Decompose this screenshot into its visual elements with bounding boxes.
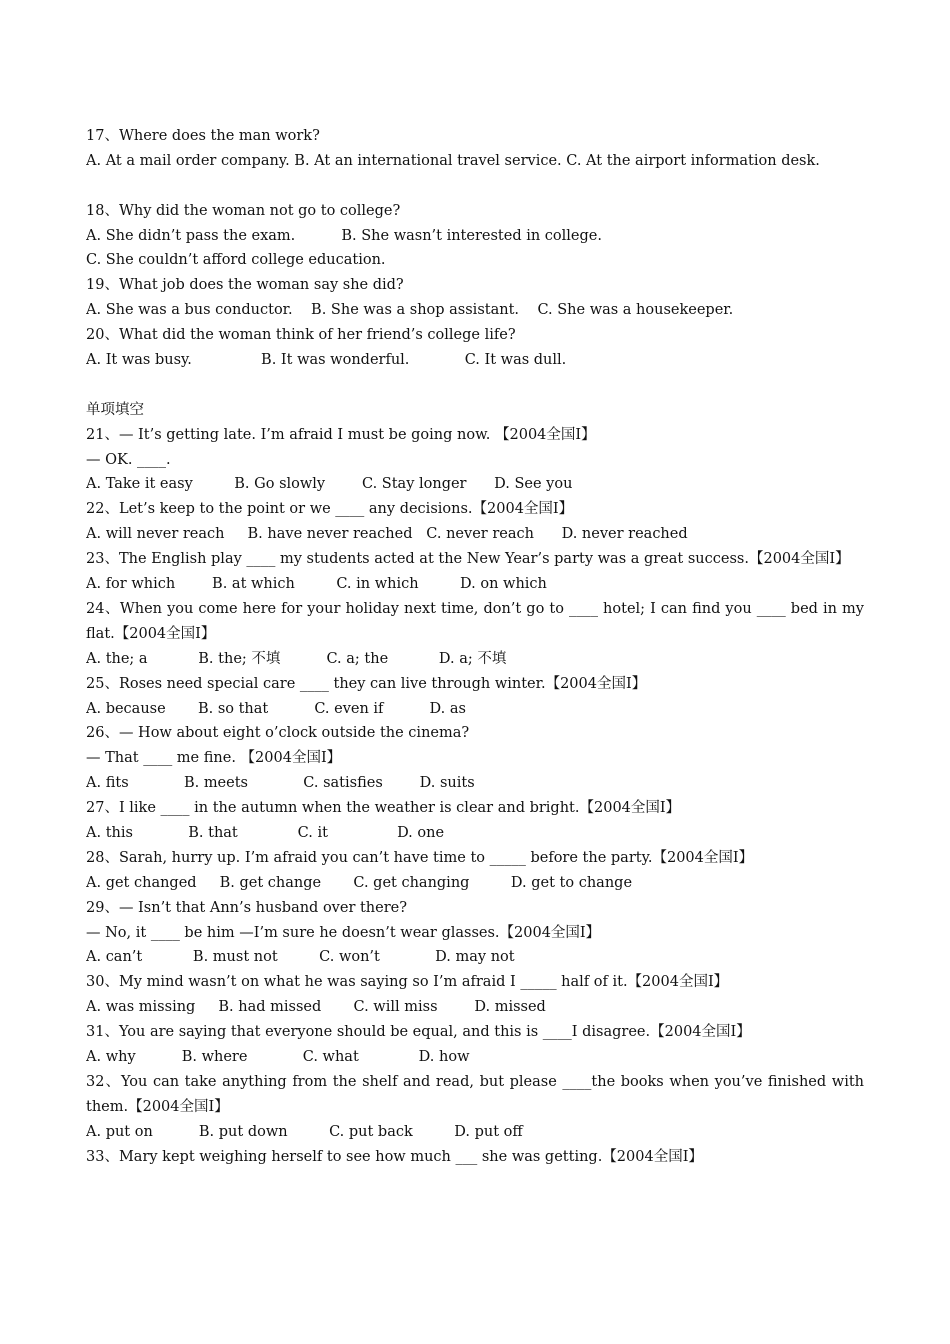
q24-text: 24、When you come here for your holiday next time, don’t go to ____ hotel; I can find you ____ bed in my flat.【2004全国I】 <box>86 600 864 642</box>
q26-text: 26、— How about eight o’clock outside the cinema? <box>86 725 470 742</box>
q26-options: A. fits B. meets C. satisfies D. suits <box>86 775 475 792</box>
q28-text: 28、Sarah, hurry up. I’m afraid you can’t have time to _____ before the party.【2004全国I】 <box>86 849 754 866</box>
q22-options: A. will never reach B. have never reached C. never reach D. never reached <box>86 526 688 543</box>
q30-options: A. was missing B. had missed C. will miss D. missed <box>86 999 546 1016</box>
spacer <box>86 174 864 199</box>
q25-text: 25、Roses need special care ____ they can live through winter.【2004全国I】 <box>86 675 647 692</box>
q18-options-ab: A. She didn’t pass the exam. B. She wasn’t interested in college. <box>86 227 602 244</box>
q19-text: 19、What job does the woman say she did? <box>86 277 404 294</box>
q21-options: A. Take it easy B. Go slowly C. Stay longer D. See you <box>86 476 573 493</box>
q17-options: A. At a mail order company. B. At an international travel service. C. At the airport information desk. <box>86 152 820 169</box>
q18-options-c: C. She couldn’t afford college education. <box>86 252 386 269</box>
q21-response: — OK. ____. <box>86 451 171 468</box>
section-heading: 单项填空 <box>86 401 144 418</box>
q28-options: A. get changed B. get change C. get changing D. get to change <box>86 874 633 891</box>
q27-text: 27、I like ____ in the autumn when the weather is clear and bright.【2004全国I】 <box>86 800 681 817</box>
q26-response: — That ____ me fine. 【2004全国I】 <box>86 750 342 767</box>
q18-text: 18、Why did the woman not go to college? <box>86 202 401 219</box>
q29-response: — No, it ____ be him —I’m sure he doesn’t wear glasses.【2004全国I】 <box>86 924 601 941</box>
q20-options: A. It was busy. B. It was wonderful. C. It was dull. <box>86 352 567 369</box>
q23-text: 23、The English play ____ my students acted at the New Year’s party was a great success.【2004全国I】 <box>86 551 850 568</box>
q22-text: 22、Let’s keep to the point or we ____ any decisions.【2004全国I】 <box>86 501 574 518</box>
worksheet <box>86 124 864 1170</box>
q33-text: 33、Mary kept weighing herself to see how much ___ she was getting.【2004全国I】 <box>86 1148 703 1165</box>
q25-options: A. because B. so that C. even if D. as <box>86 700 466 717</box>
q19-options: A. She was a bus conductor. B. She was a shop assistant. C. She was a housekeeper. <box>86 302 734 319</box>
q20-text: 20、What did the woman think of her friend’s college life? <box>86 327 516 344</box>
q32-options: A. put on B. put down C. put back D. put off <box>86 1123 523 1140</box>
spacer <box>86 373 864 398</box>
q31-text: 31、You are saying that everyone should be equal, and this is ____I disagree.【2004全国I】 <box>86 1024 751 1041</box>
q29-options: A. can’t B. must not C. won’t D. may not <box>86 949 515 966</box>
q21-text: 21、— It’s getting late. I’m afraid I must be going now. 【2004全国I】 <box>86 426 596 443</box>
q23-options: A. for which B. at which C. in which D. on which <box>86 576 547 593</box>
q24-options: A. the; a B. the; 不填 C. a; the D. a; 不填 <box>86 650 507 667</box>
q27-options: A. this B. that C. it D. one <box>86 825 445 841</box>
q32-text: 32、You can take anything from the shelf and read, but please ____the books when you’ve finished with them.【2004全国I】 <box>86 1073 864 1115</box>
q17-text: 17、Where does the man work? <box>86 128 320 144</box>
q30-text: 30、My mind wasn’t on what he was saying so I’m afraid I _____ half of it.【2004全国I】 <box>86 974 729 991</box>
q31-options: A. why B. where C. what D. how <box>86 1049 470 1066</box>
q29-text: 29、— Isn’t that Ann’s husband over there? <box>86 899 408 916</box>
